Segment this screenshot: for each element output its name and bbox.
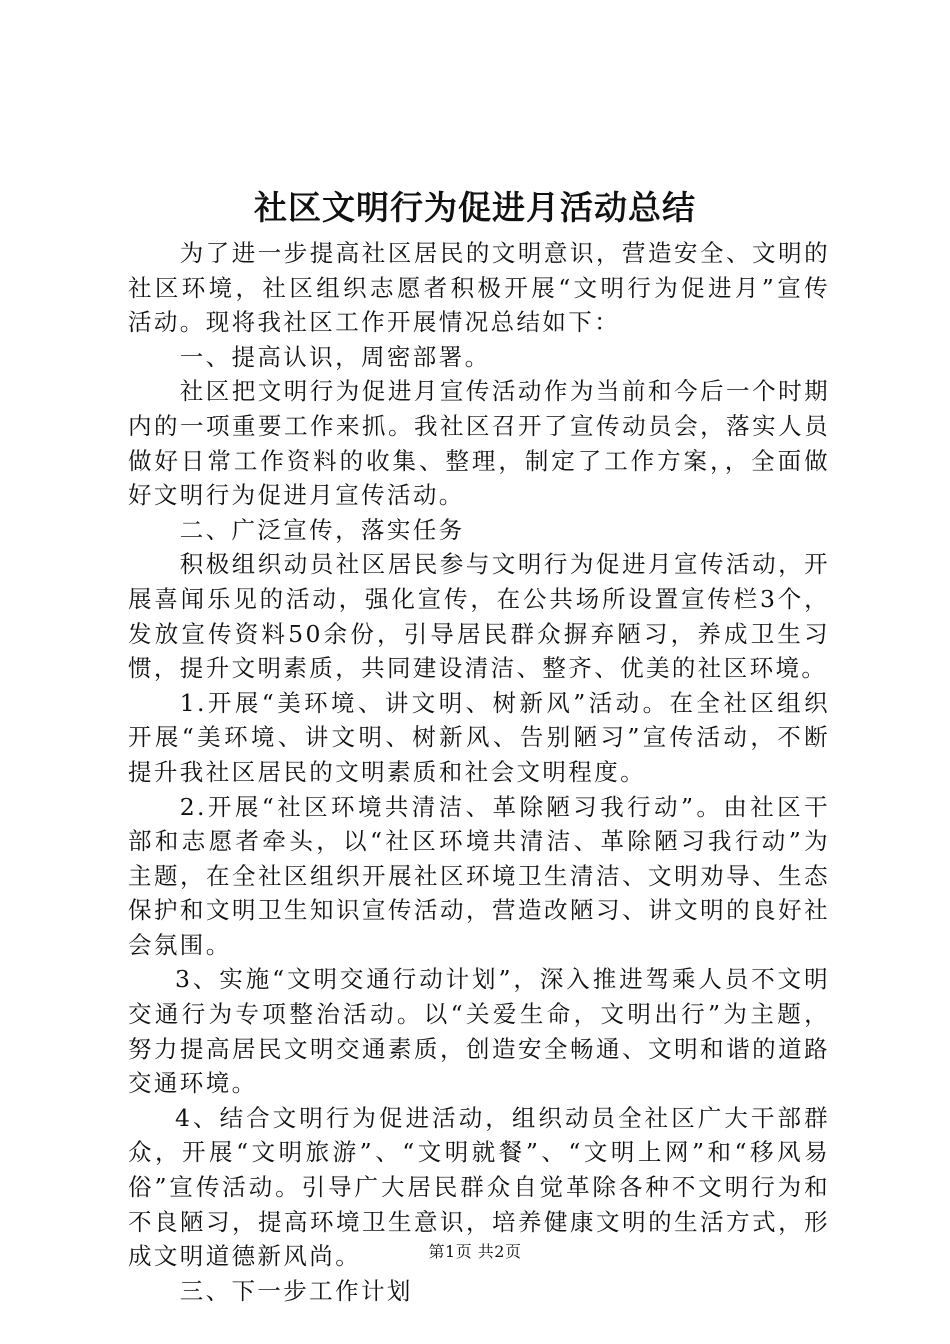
- paragraph-section-2: 积极组织动员社区居民参与文明行为促进月宣传活动，开展喜闻乐见的活动，强化宣传，在公共场所设置宣传栏3个，发放宣传资料50余份，引导居民群众摒弃陋习，养成卫生习惯，提升文明素质，共同建设清洁、整齐、优美的社区环境。: [128, 550, 830, 683]
- paragraph-item-1: 1.开展“美环境、讲文明、树新风”活动。在全社区组织开展“美环境、讲文明、树新风、告别陋习”宣传活动，不断提升我社区居民的文明素质和社会文明程度。: [128, 688, 830, 786]
- document-body: [128, 236, 830, 1308]
- section-heading-2: 二、广泛宣传，落实任务: [179, 515, 465, 544]
- paragraph-item-3: 3、实施“文明交通行动计划”，深入推进驾乘人员不文明交通行为专项整治活动。以“关爱生命，文明出行”为主题，努力提高居民文明交通素质，创造安全畅通、文明和谐的道路交通环境。: [128, 965, 830, 1098]
- paragraph-item-2: 2.开展“社区环境共清洁、革除陋习我行动”。由社区干部和志愿者牵头，以“社区环境共清洁、革除陋习我行动”为主题，在全社区组织开展社区环境卫生清洁、文明劝导、生态保护和文明卫生知识宣传活动，营造改陋习、讲文明的良好社会氛围。: [128, 792, 830, 959]
- paragraph-intro: 为了进一步提高社区居民的文明意识，营造安全、文明的社区环境，社区组织志愿者积极开展“文明行为促进月”宣传活动。现将我社区工作开展情况总结如下：: [128, 239, 830, 337]
- section-heading-3: 三、下一步工作计划: [179, 1276, 413, 1305]
- section-heading-1: 一、提高认识，周密部署。: [179, 342, 491, 371]
- document-title: 社区文明行为促进月活动总结: [254, 188, 696, 227]
- page-number: 第1页 共2页: [428, 1242, 522, 1261]
- paragraph-section-1: 社区把文明行为促进月宣传活动作为当前和今后一个时期内的一项重要工作来抓。我社区召开了宣传动员会，落实人员做好日常工作资料的收集、整理，制定了工作方案，，全面做好文明行为促进月宣传活动。: [128, 377, 830, 510]
- paragraph-item-4: 4、结合文明行为促进活动，组织动员全社区广大干部群众，开展“文明旅游”、“文明就餐”、“文明上网”和“移风易俗”宣传活动。引导广大居民群众自觉革除各种不文明行为和不良陋习，提高环境卫生意识，培养健康文明的生活方式，形成文明道德新风尚。: [128, 1103, 830, 1271]
